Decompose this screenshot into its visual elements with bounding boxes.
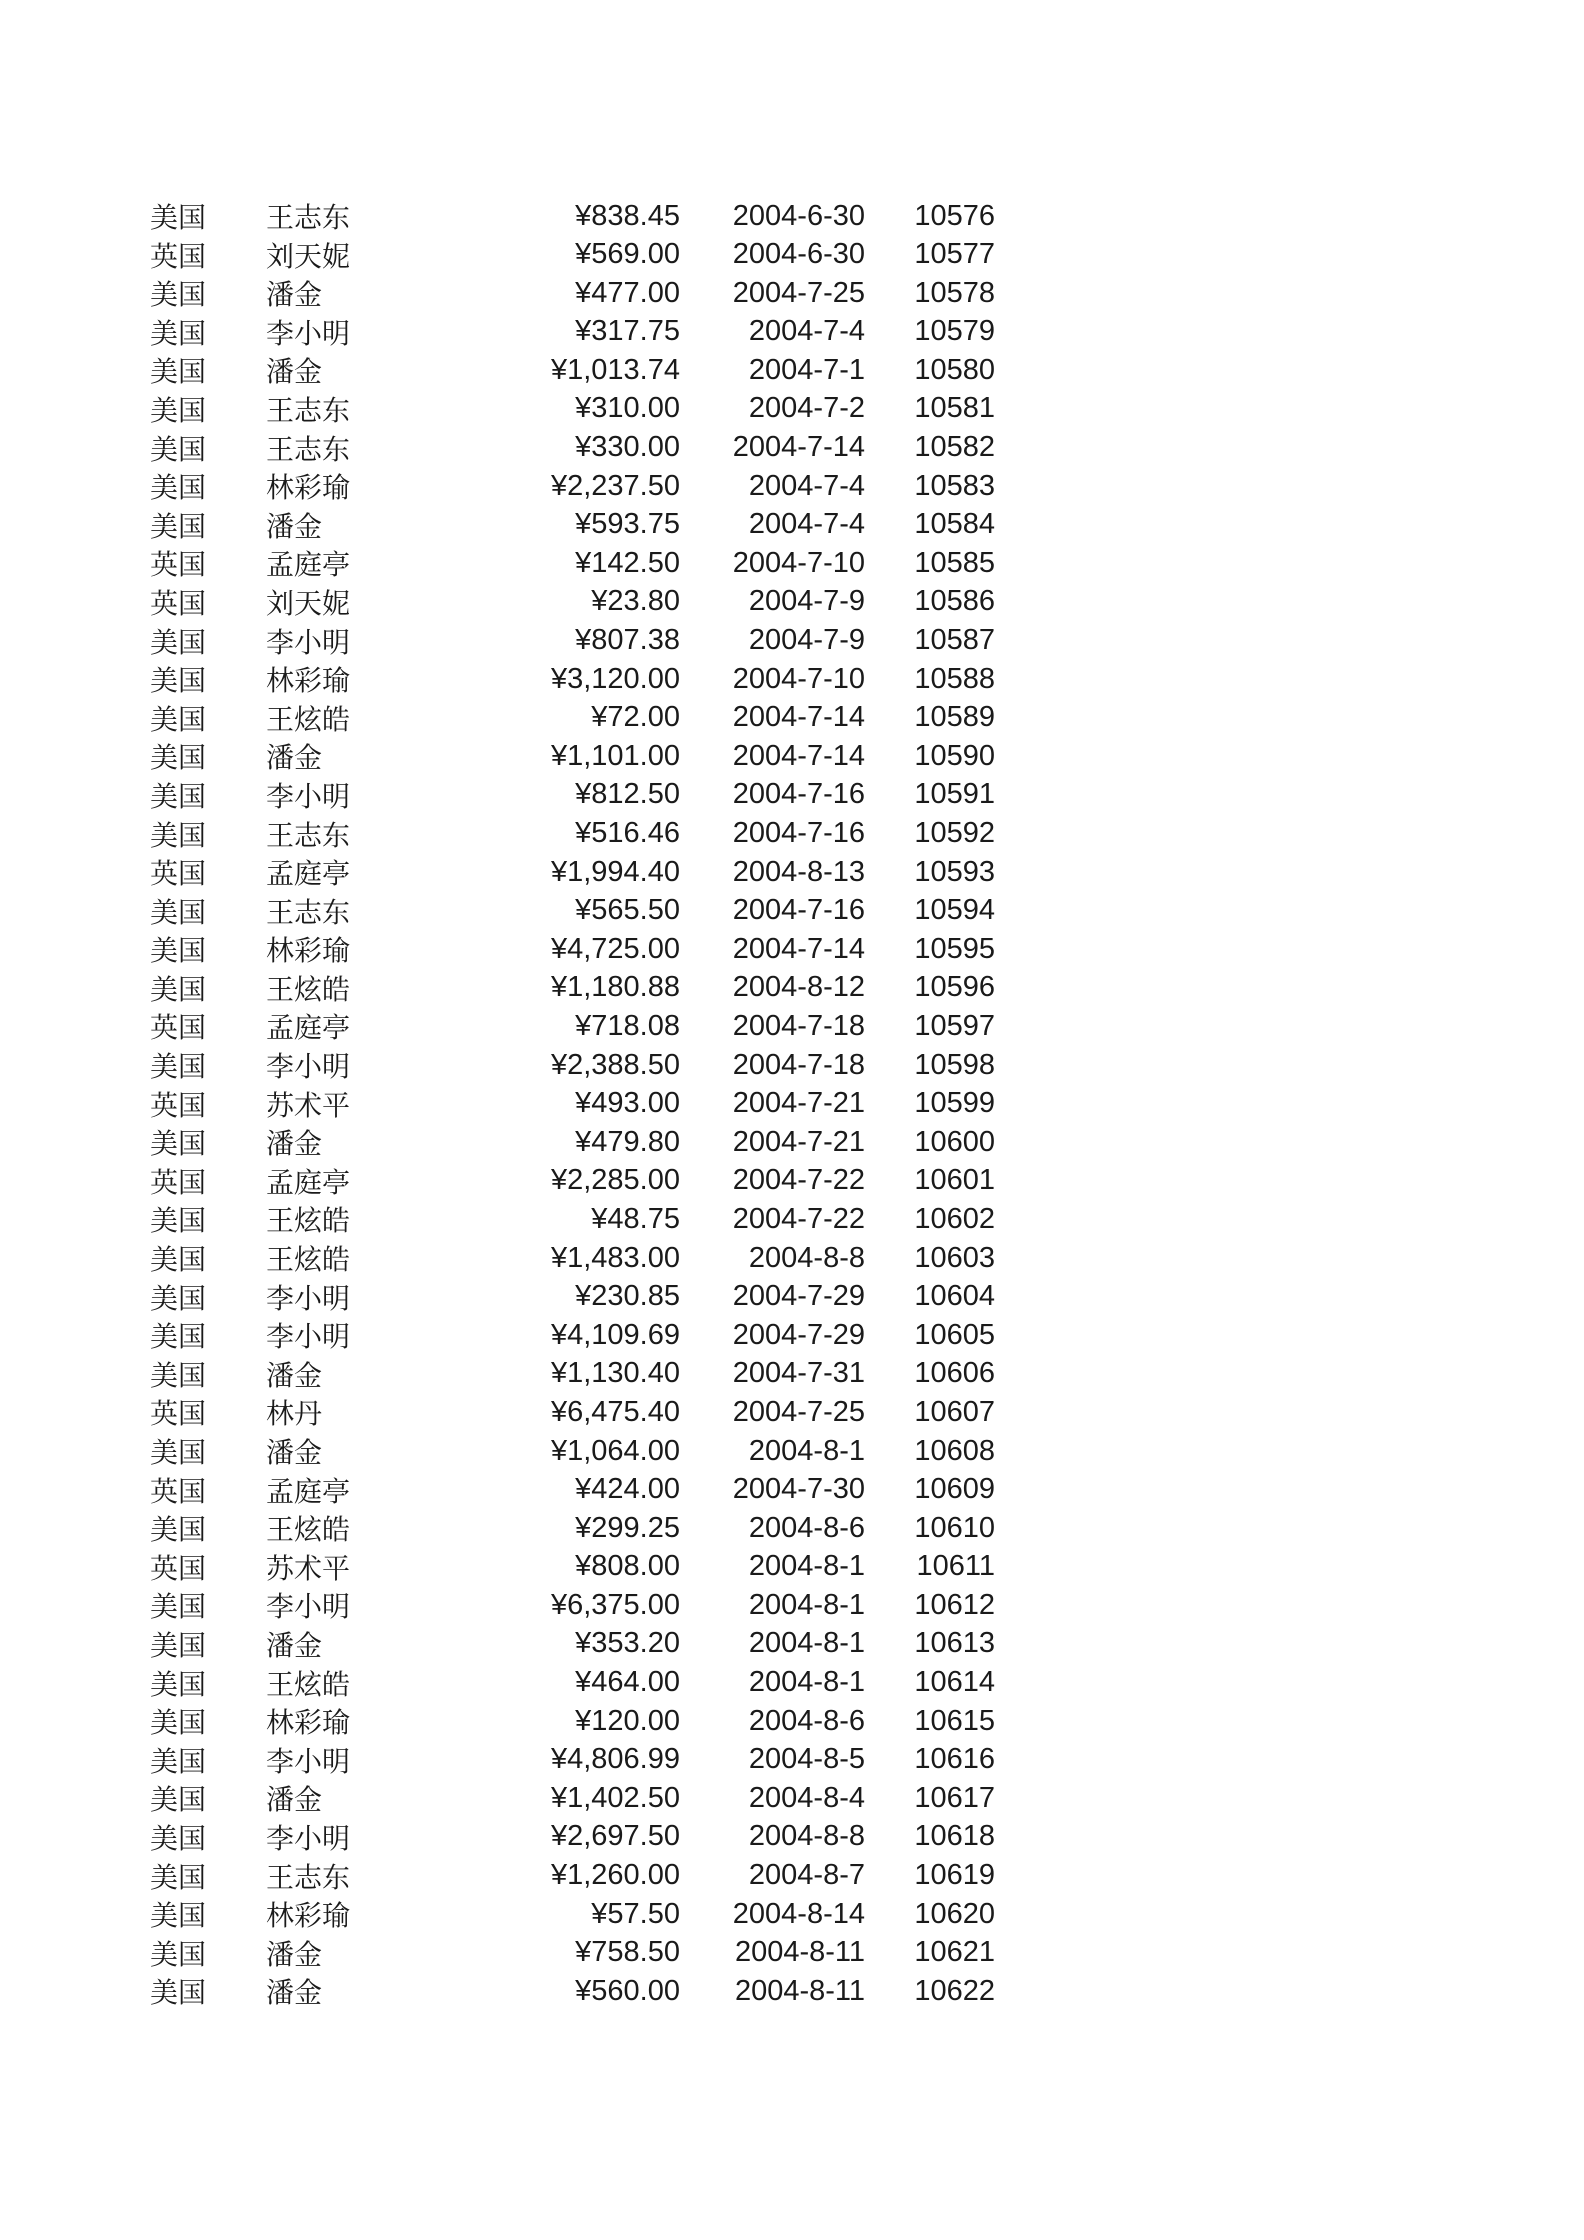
country-cell: 美国 — [150, 897, 207, 929]
table-row — [0, 1084, 1584, 1123]
customer-name-cell: 潘金 — [266, 1978, 323, 2010]
table-row — [0, 582, 1584, 621]
amount-cell: ¥758.50 — [575, 1936, 680, 1969]
table-row — [0, 852, 1584, 891]
table-row — [0, 196, 1584, 235]
amount-cell: ¥838.45 — [575, 199, 680, 232]
amount-cell: ¥493.00 — [575, 1087, 680, 1120]
table-row — [0, 621, 1584, 660]
amount-cell: ¥1,013.74 — [550, 353, 680, 386]
order-id-cell: 10585 — [914, 546, 995, 579]
customer-name-cell: 潘金 — [266, 1939, 323, 1971]
amount-cell: ¥3,120.00 — [550, 662, 680, 695]
customer-name-cell: 王志东 — [266, 897, 351, 929]
order-id-cell: 10607 — [914, 1395, 995, 1428]
country-cell: 美国 — [150, 1052, 207, 1084]
order-id-cell: 10618 — [914, 1820, 995, 1853]
country-cell: 美国 — [150, 395, 207, 427]
order-id-cell: 10600 — [914, 1125, 995, 1158]
customer-name-cell: 潘金 — [266, 1360, 323, 1392]
country-cell: 美国 — [150, 1360, 207, 1392]
table-row — [0, 235, 1584, 274]
amount-cell: ¥569.00 — [575, 238, 680, 271]
customer-name-cell: 李小明 — [266, 1322, 351, 1354]
customer-name-cell: 孟庭亭 — [266, 859, 351, 891]
order-date-cell: 2004-7-21 — [732, 1087, 865, 1120]
table-row — [0, 1045, 1584, 1084]
country-cell: 美国 — [150, 1669, 207, 1701]
country-cell: 美国 — [150, 280, 207, 312]
amount-cell: ¥560.00 — [575, 1974, 680, 2007]
order-date-cell: 2004-6-30 — [732, 238, 865, 271]
country-cell: 美国 — [150, 781, 207, 813]
table-row — [0, 1315, 1584, 1354]
table-row — [0, 1547, 1584, 1586]
order-date-cell: 2004-7-4 — [748, 469, 865, 502]
amount-cell: ¥1,101.00 — [550, 739, 680, 772]
order-date-cell: 2004-8-5 — [748, 1743, 865, 1776]
order-date-cell: 2004-7-1 — [748, 353, 865, 386]
table-row — [0, 1431, 1584, 1470]
order-date-cell: 2004-8-1 — [748, 1588, 865, 1621]
order-date-cell: 2004-8-6 — [748, 1511, 865, 1544]
order-id-cell: 10608 — [914, 1434, 995, 1467]
order-id-cell: 10578 — [914, 276, 995, 309]
order-id-cell: 10589 — [914, 701, 995, 734]
order-date-cell: 2004-7-16 — [732, 778, 865, 811]
order-id-cell: 10611 — [916, 1550, 995, 1583]
order-date-cell: 2004-7-18 — [732, 1048, 865, 1081]
amount-cell: ¥2,388.50 — [550, 1048, 680, 1081]
amount-cell: ¥718.08 — [575, 1009, 680, 1042]
country-cell: 美国 — [150, 511, 207, 543]
order-id-cell: 10593 — [914, 855, 995, 888]
country-cell: 美国 — [150, 473, 207, 505]
order-id-cell: 10603 — [914, 1241, 995, 1274]
order-id-cell: 10597 — [914, 1009, 995, 1042]
customer-name-cell: 李小明 — [266, 627, 351, 659]
country-cell: 美国 — [150, 357, 207, 389]
table-row — [0, 1933, 1584, 1972]
amount-cell: ¥1,994.40 — [550, 855, 680, 888]
customer-name-cell: 王炫皓 — [266, 704, 351, 736]
amount-cell: ¥593.75 — [575, 508, 680, 541]
order-date-cell: 2004-7-16 — [732, 817, 865, 849]
customer-name-cell: 刘天妮 — [266, 588, 351, 620]
customer-name-cell: 孟庭亭 — [266, 1167, 351, 1199]
country-cell: 英国 — [150, 859, 207, 891]
customer-name-cell: 林彩瑜 — [266, 473, 351, 505]
amount-cell: ¥353.20 — [575, 1627, 680, 1660]
country-cell: 美国 — [150, 936, 207, 968]
order-id-cell: 10588 — [914, 662, 995, 695]
country-cell: 美国 — [150, 1978, 207, 2010]
amount-cell: ¥477.00 — [575, 276, 680, 309]
order-date-cell: 2004-7-16 — [732, 894, 865, 927]
country-cell: 美国 — [150, 1322, 207, 1354]
customer-name-cell: 王志东 — [266, 203, 351, 234]
amount-cell: ¥4,109.69 — [550, 1318, 680, 1351]
amount-cell: ¥4,725.00 — [550, 932, 680, 965]
table-row — [0, 312, 1584, 351]
country-cell: 美国 — [150, 1746, 207, 1778]
country-cell: 美国 — [150, 666, 207, 698]
customer-name-cell: 李小明 — [266, 1052, 351, 1084]
table-row — [0, 1663, 1584, 1702]
order-date-cell: 2004-8-11 — [734, 1936, 865, 1969]
customer-name-cell: 林彩瑜 — [266, 666, 351, 698]
amount-cell: ¥330.00 — [575, 431, 680, 464]
country-cell: 美国 — [150, 1939, 207, 1971]
table-row — [0, 273, 1584, 312]
amount-cell: ¥142.50 — [575, 546, 680, 579]
customer-name-cell: 刘天妮 — [266, 241, 351, 273]
customer-name-cell: 孟庭亭 — [266, 1476, 351, 1508]
customer-name-cell: 潘金 — [266, 1785, 323, 1817]
amount-cell: ¥23.80 — [591, 585, 680, 618]
order-date-cell: 2004-8-14 — [732, 1897, 865, 1930]
customer-name-cell: 李小明 — [266, 1823, 351, 1855]
order-date-cell: 2004-7-10 — [732, 662, 865, 695]
order-id-cell: 10584 — [914, 508, 995, 541]
amount-cell: ¥1,180.88 — [550, 971, 680, 1004]
order-id-cell: 10580 — [914, 353, 995, 386]
table-row — [0, 1238, 1584, 1277]
order-date-cell: 2004-7-14 — [732, 431, 865, 464]
table-row — [0, 891, 1584, 930]
country-cell: 美国 — [150, 743, 207, 775]
customer-name-cell: 潘金 — [266, 1438, 323, 1469]
country-cell: 美国 — [150, 1245, 207, 1277]
order-id-cell: 10601 — [914, 1164, 995, 1197]
customer-name-cell: 潘金 — [266, 743, 323, 775]
customer-name-cell: 苏术平 — [266, 1090, 351, 1122]
country-cell: 英国 — [150, 1553, 207, 1585]
order-id-cell: 10613 — [914, 1627, 995, 1660]
order-date-cell: 2004-8-1 — [748, 1550, 865, 1583]
table-row — [0, 1508, 1584, 1547]
table-row — [0, 1585, 1584, 1624]
order-id-cell: 10576 — [914, 199, 995, 232]
amount-cell: ¥812.50 — [575, 778, 680, 811]
country-cell: 美国 — [150, 1785, 207, 1817]
table-row — [0, 505, 1584, 544]
country-cell: 美国 — [150, 1901, 207, 1933]
amount-cell: ¥317.75 — [575, 315, 680, 348]
order-id-cell: 10619 — [914, 1859, 995, 1892]
country-cell: 美国 — [150, 1129, 207, 1161]
country-cell: 英国 — [150, 1013, 207, 1045]
order-id-cell: 10621 — [914, 1936, 995, 1969]
amount-cell: ¥479.80 — [575, 1125, 680, 1158]
order-date-cell: 2004-8-12 — [732, 971, 865, 1004]
customer-name-cell: 潘金 — [266, 357, 323, 389]
table-row — [0, 1392, 1584, 1431]
amount-cell: ¥310.00 — [575, 392, 680, 425]
order-date-cell: 2004-7-29 — [732, 1280, 865, 1313]
table-row — [0, 1161, 1584, 1200]
order-date-cell: 2004-8-11 — [734, 1974, 865, 2007]
order-date-cell: 2004-8-1 — [748, 1666, 865, 1699]
amount-cell: ¥1,064.00 — [550, 1434, 680, 1467]
country-cell: 美国 — [150, 1283, 207, 1315]
amount-cell: ¥48.75 — [591, 1202, 680, 1235]
country-cell: 美国 — [150, 974, 207, 1006]
order-id-cell: 10583 — [914, 469, 995, 502]
table-row — [0, 1122, 1584, 1161]
customer-name-cell: 王志东 — [266, 395, 351, 427]
order-date-cell: 2004-7-18 — [732, 1009, 865, 1042]
country-cell: 美国 — [150, 1823, 207, 1855]
table-row — [0, 1701, 1584, 1740]
amount-cell: ¥6,375.00 — [550, 1588, 680, 1621]
country-cell: 英国 — [150, 1476, 207, 1508]
order-id-cell: 10577 — [914, 238, 995, 271]
order-date-cell: 2004-7-14 — [732, 701, 865, 734]
table-row — [0, 1624, 1584, 1663]
table-row — [0, 929, 1584, 968]
order-date-cell: 2004-6-30 — [732, 199, 865, 232]
country-cell: 美国 — [150, 1206, 207, 1238]
customer-name-cell: 潘金 — [266, 1630, 323, 1662]
table-row — [0, 1817, 1584, 1856]
table-row — [0, 466, 1584, 505]
customer-name-cell: 潘金 — [266, 280, 323, 312]
order-id-cell: 10592 — [914, 817, 995, 849]
amount-cell: ¥1,260.00 — [550, 1859, 680, 1892]
country-cell: 美国 — [150, 627, 207, 659]
amount-cell: ¥2,697.50 — [550, 1820, 680, 1853]
table-row — [0, 543, 1584, 582]
country-cell: 美国 — [150, 318, 207, 350]
country-cell: 英国 — [150, 588, 207, 620]
order-id-cell: 10616 — [914, 1743, 995, 1776]
country-cell: 英国 — [150, 1399, 207, 1431]
order-date-cell: 2004-7-25 — [732, 1395, 865, 1428]
country-cell: 美国 — [150, 434, 207, 466]
customer-name-cell: 苏术平 — [266, 1553, 351, 1585]
order-id-cell: 10595 — [914, 932, 995, 965]
order-id-cell: 10579 — [914, 315, 995, 348]
order-id-cell: 10617 — [914, 1781, 995, 1814]
country-cell: 美国 — [150, 1592, 207, 1624]
order-date-cell: 2004-7-25 — [732, 276, 865, 309]
amount-cell: ¥1,402.50 — [550, 1781, 680, 1814]
customer-name-cell: 孟庭亭 — [266, 550, 351, 582]
order-date-cell: 2004-7-14 — [732, 932, 865, 965]
order-id-cell: 10598 — [914, 1048, 995, 1081]
order-id-cell: 10609 — [914, 1473, 995, 1506]
order-id-cell: 10594 — [914, 894, 995, 927]
order-date-cell: 2004-7-9 — [748, 624, 865, 657]
order-id-cell: 10581 — [914, 392, 995, 425]
order-id-cell: 10586 — [914, 585, 995, 618]
order-date-cell: 2004-7-4 — [748, 508, 865, 541]
customer-name-cell: 林彩瑜 — [266, 1708, 351, 1740]
table-row — [0, 428, 1584, 467]
table-row — [0, 1006, 1584, 1045]
table-row — [0, 736, 1584, 775]
order-date-cell: 2004-7-21 — [732, 1125, 865, 1158]
table-row — [0, 775, 1584, 814]
order-id-cell: 10605 — [914, 1318, 995, 1351]
table-row — [0, 659, 1584, 698]
amount-cell: ¥565.50 — [575, 894, 680, 927]
amount-cell: ¥1,130.40 — [550, 1357, 680, 1390]
amount-cell: ¥1,483.00 — [550, 1241, 680, 1274]
order-date-cell: 2004-7-29 — [732, 1318, 865, 1351]
orders-table — [0, 196, 1584, 2010]
customer-name-cell: 王炫皓 — [266, 1669, 351, 1701]
table-row — [0, 1894, 1584, 1933]
country-cell: 美国 — [150, 704, 207, 736]
customer-name-cell: 王炫皓 — [266, 1245, 351, 1277]
order-id-cell: 10615 — [914, 1704, 995, 1737]
order-id-cell: 10599 — [914, 1087, 995, 1120]
amount-cell: ¥516.46 — [575, 817, 680, 849]
order-date-cell: 2004-7-22 — [732, 1202, 865, 1235]
amount-cell: ¥230.85 — [575, 1280, 680, 1313]
table-row — [0, 350, 1584, 389]
country-cell: 美国 — [150, 1630, 207, 1662]
table-row — [0, 1856, 1584, 1895]
order-date-cell: 2004-7-4 — [748, 315, 865, 348]
country-cell: 英国 — [150, 241, 207, 273]
customer-name-cell: 王炫皓 — [266, 1515, 351, 1547]
customer-name-cell: 王炫皓 — [266, 1206, 351, 1238]
amount-cell: ¥807.38 — [575, 624, 680, 657]
country-cell: 英国 — [150, 1090, 207, 1122]
order-date-cell: 2004-8-7 — [748, 1859, 865, 1892]
order-id-cell: 10612 — [914, 1588, 995, 1621]
amount-cell: ¥6,475.40 — [550, 1395, 680, 1428]
order-date-cell: 2004-7-9 — [748, 585, 865, 618]
customer-name-cell: 林彩瑜 — [266, 1901, 351, 1933]
table-row — [0, 1778, 1584, 1817]
table-row — [0, 1971, 1584, 2010]
table-row — [0, 814, 1584, 853]
amount-cell: ¥424.00 — [575, 1473, 680, 1506]
customer-name-cell: 李小明 — [266, 781, 351, 813]
country-cell: 英国 — [150, 1167, 207, 1199]
order-date-cell: 2004-8-4 — [748, 1781, 865, 1814]
customer-name-cell: 李小明 — [266, 1592, 351, 1624]
customer-name-cell: 潘金 — [266, 511, 323, 543]
table-row — [0, 389, 1584, 428]
country-cell: 美国 — [150, 1438, 207, 1469]
country-cell: 美国 — [150, 820, 207, 852]
customer-name-cell: 林丹 — [266, 1399, 323, 1431]
order-date-cell: 2004-8-8 — [748, 1241, 865, 1274]
country-cell: 美国 — [150, 1708, 207, 1740]
customer-name-cell: 潘金 — [266, 1129, 323, 1161]
amount-cell: ¥808.00 — [575, 1550, 680, 1583]
amount-cell: ¥2,285.00 — [550, 1164, 680, 1197]
amount-cell: ¥464.00 — [575, 1666, 680, 1699]
order-date-cell: 2004-8-8 — [748, 1820, 865, 1853]
country-cell: 英国 — [150, 550, 207, 582]
amount-cell: ¥72.00 — [591, 701, 680, 734]
customer-name-cell: 孟庭亭 — [266, 1013, 351, 1045]
table-row — [0, 698, 1584, 737]
order-id-cell: 10620 — [914, 1897, 995, 1930]
table-row — [0, 968, 1584, 1007]
table-row — [0, 1354, 1584, 1393]
amount-cell: ¥299.25 — [575, 1511, 680, 1544]
customer-name-cell: 李小明 — [266, 318, 351, 350]
customer-name-cell: 王炫皓 — [266, 974, 351, 1006]
order-id-cell: 10604 — [914, 1280, 995, 1313]
order-date-cell: 2004-7-10 — [732, 546, 865, 579]
country-cell: 美国 — [150, 203, 207, 234]
order-id-cell: 10622 — [914, 1974, 995, 2007]
order-id-cell: 10596 — [914, 971, 995, 1004]
order-date-cell: 2004-8-13 — [732, 855, 865, 888]
order-id-cell: 10590 — [914, 739, 995, 772]
order-date-cell: 2004-7-2 — [748, 392, 865, 425]
customer-name-cell: 王志东 — [266, 1862, 351, 1894]
order-date-cell: 2004-8-1 — [748, 1434, 865, 1467]
table-row — [0, 1470, 1584, 1509]
order-id-cell: 10614 — [914, 1666, 995, 1699]
order-id-cell: 10591 — [914, 778, 995, 811]
customer-name-cell: 王志东 — [266, 820, 351, 852]
amount-cell: ¥57.50 — [591, 1897, 680, 1930]
order-date-cell: 2004-8-6 — [748, 1704, 865, 1737]
customer-name-cell: 李小明 — [266, 1746, 351, 1778]
order-id-cell: 10582 — [914, 431, 995, 464]
order-id-cell: 10602 — [914, 1202, 995, 1235]
amount-cell: ¥2,237.50 — [550, 469, 680, 502]
order-id-cell: 10606 — [914, 1357, 995, 1390]
order-id-cell: 10587 — [914, 624, 995, 657]
order-date-cell: 2004-7-22 — [732, 1164, 865, 1197]
amount-cell: ¥120.00 — [575, 1704, 680, 1737]
customer-name-cell: 林彩瑜 — [266, 936, 351, 968]
table-row — [0, 1199, 1584, 1238]
country-cell: 美国 — [150, 1862, 207, 1894]
order-date-cell: 2004-7-30 — [732, 1473, 865, 1506]
order-date-cell: 2004-7-31 — [732, 1357, 865, 1390]
order-date-cell: 2004-7-14 — [732, 739, 865, 772]
customer-name-cell: 王志东 — [266, 434, 351, 466]
amount-cell: ¥4,806.99 — [550, 1743, 680, 1776]
customer-name-cell: 李小明 — [266, 1283, 351, 1315]
table-row — [0, 1277, 1584, 1316]
country-cell: 美国 — [150, 1515, 207, 1547]
order-date-cell: 2004-8-1 — [748, 1627, 865, 1660]
order-id-cell: 10610 — [914, 1511, 995, 1544]
table-row — [0, 1740, 1584, 1779]
